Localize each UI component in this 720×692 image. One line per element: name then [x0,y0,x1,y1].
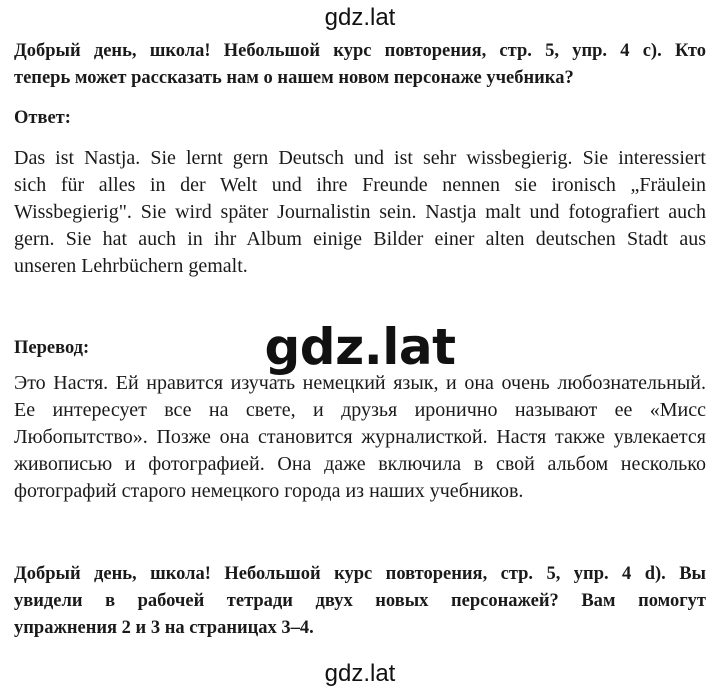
watermark-top: gdz.lat [324,4,396,31]
watermark-middle: gdz.lat [264,318,456,376]
answer-label: Ответ: [14,108,71,128]
heading-line: упражнения 2 и 3 на страницах 3–4. [14,618,314,638]
task-heading-2 [14,561,706,642]
translation-line: Любопытство». Позже она становится журналисткой. Настя также увлекается [14,426,706,448]
answer-line: gern. Sie hat auch in ihr Album einige Bilder einer alten deutschen Stadt aus [14,228,706,250]
answer-line: unseren Lehrbüchern gemalt. [14,255,248,277]
translation-line: Это Настя. Ей нравится изучать немецкий язык, и она очень любознательный. [14,372,706,394]
heading-line: увидели в рабочей тетради двух новых персонажей? Вам помогут [14,591,706,611]
translation-paragraph [14,370,706,505]
translation-line: фотографий старого немецкого города из наших учебников. [14,480,524,502]
task-heading-1 [14,38,706,92]
heading-line: Добрый день, школа! Небольшой курс повторения, стр. 5, упр. 4 d). Вы [14,564,706,584]
answer-line: Wissbegierig". Sie wird später Journalistin sein. Nastja malt und fotografiert auch [14,201,706,223]
answer-line: sich für alles in der Welt und ihre Freunde nennen sie ironisch „Fräulein [14,174,706,196]
answer-paragraph [14,145,706,280]
answer-line: Das ist Nastja. Sie lernt gern Deutsch und ist sehr wissbegierig. Sie interessiert [14,147,706,169]
heading-line: Добрый день, школа! Небольшой курс повторения, стр. 5, упр. 4 c). Кто [14,41,706,61]
translation-label: Перевод: [14,338,90,358]
translation-line: живописью и фотографией. Она даже включила в свой альбом несколько [14,453,706,475]
watermark-bottom: gdz.lat [324,660,396,687]
heading-line: теперь может рассказать нам о нашем новом персонаже учебника? [14,68,574,88]
translation-line: Ее интересует все на свете, и друзья иронично называют ее «Мисс [14,399,706,421]
